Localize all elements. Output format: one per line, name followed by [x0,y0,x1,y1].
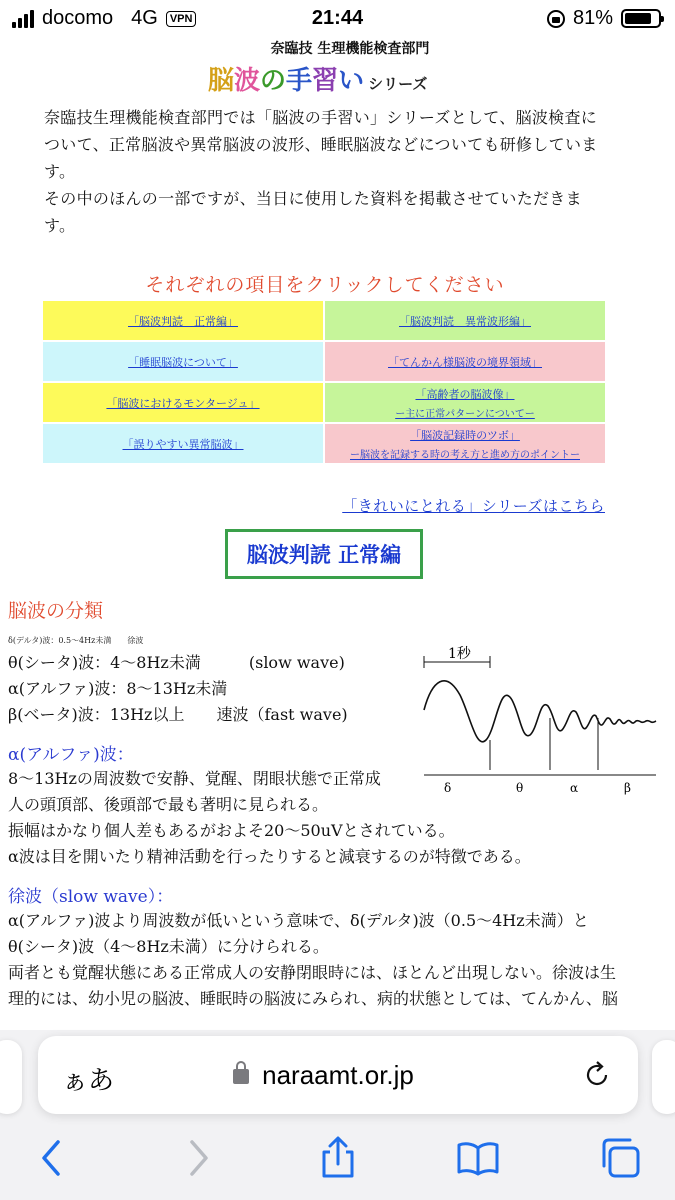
wave-classes [8,650,348,728]
brand-char: い [338,66,365,96]
menu-cell[interactable] [324,300,606,341]
menu-link[interactable]: 「脳波におけるモンタージュ」 [106,396,260,410]
next-tab-card[interactable] [652,1040,675,1114]
alpha-line: α(アルファ)波：8〜13Hz未満 [8,679,228,698]
menu-link[interactable]: 「誤りやすい異常脳波」 [122,437,244,451]
beta-line: β(ベータ)波：13Hz以上 速波（fast wave) [8,705,348,724]
menu-cell[interactable] [42,382,324,423]
slow-line: α(アルファ)波より周波数が低いという意味で、δ(デルタ)波（0.5〜4Hz未満）と [8,911,589,930]
kirei-series-link[interactable]: 「きれいにとれる」シリーズはこちら [342,497,605,515]
brand-char: 手 [286,66,313,96]
menu-sublink[interactable]: ー脳波を記録する時の考え方と進め方のポイントー [350,449,580,461]
menu-link[interactable]: 「睡眠脳波について」 [128,355,238,369]
theta-line: θ(シータ)波：4〜8Hz未満 (slow wave) [8,653,345,672]
battery-icon [621,9,661,28]
intro-paragraph: 奈臨技生理機能検査部門では「脳波の手習い」シリーズとして、脳波検査について、正常脳波や異常脳波の波形、睡眠脳波などについても研修しています。 [44,108,598,181]
brand-char: 波 [234,66,261,96]
band-label: α [570,781,579,795]
classification-heading: 脳波の分類 [8,600,104,622]
org-title: 奈臨技 生理機能検査部門 [270,41,430,57]
slow-wave-heading: 徐波（slow wave）： [8,887,174,907]
scale-label: 1秒 [448,646,471,662]
browser-toolbar [0,1136,675,1186]
orientation-lock-icon [547,10,565,28]
prev-tab-card[interactable] [0,1040,22,1114]
section-title: 脳波判読 正常編 [225,529,423,579]
brand-suffix: シリーズ [368,75,428,93]
slow-line: 両者とも覚醒状態にある正常成人の安静閉眼時には、ほとんど出現しない。徐波は生 [8,963,617,982]
menu-cell[interactable] [42,341,324,382]
alpha-line: 人の頭頂部、後頭部で最も著明に見られる。 [8,795,329,814]
carrier-label: docomo [42,7,114,29]
menu-cell[interactable] [324,341,606,382]
alpha-line: α波は目を開いたり精神活動を行ったりすると減衰するのが特徴である。 [8,847,531,866]
menu-sublink[interactable]: ー主に正常パターンについてー [395,408,535,420]
slow-line: 理的には、幼小児の脳波、睡眠時の脳波にみられ、病的状態としては、てんかん、脳 [8,989,618,1008]
menu-cell[interactable] [324,382,606,423]
bookmarks-icon[interactable] [456,1136,500,1180]
alpha-line: 振幅はかなり個人差もあるがおよそ20〜50uVとされている。 [8,821,455,840]
topic-menu [42,300,606,464]
slow-line: θ(シータ)波（4〜8Hz未満）に分けられる。 [8,937,329,956]
page-settings-button[interactable]: ぁあ [62,1065,115,1095]
status-right [547,7,661,30]
menu-cell[interactable] [42,300,324,341]
menu-instruction: それぞれの項目をクリックしてください [145,274,505,296]
reload-icon[interactable] [582,1060,612,1090]
brand-char: 脳 [208,66,235,96]
status-bar [0,0,675,40]
slow-wave-text [8,908,668,1012]
intro-text [44,104,604,239]
alpha-text [8,766,668,870]
vpn-badge: VPN [166,11,197,27]
battery-percent: 81% [572,7,613,29]
band-label: β [624,781,631,795]
band-label: θ [516,781,524,795]
forward-icon[interactable] [176,1136,220,1180]
tabs-icon[interactable] [598,1136,642,1180]
brand-char: 習 [312,66,339,96]
band-label: δ [444,781,452,795]
address-bar[interactable] [38,1036,638,1114]
alpha-heading: α(アルファ)波： [8,745,134,765]
delta-line: δ(デルタ)波：0.5〜4Hz未満 徐波 [8,636,144,645]
network-label: 4G [131,7,158,29]
menu-link[interactable]: 「高齢者の脳波像」 [415,387,515,401]
menu-cell[interactable] [42,423,324,464]
back-icon[interactable] [30,1136,74,1180]
intro-paragraph: その中のほんの一部ですが、当日に使用した資料を掲載させていただきます。 [44,189,582,235]
menu-link[interactable]: 「脳波判読 正常編」 [128,314,238,328]
menu-link[interactable]: 「脳波記録時のツボ」 [410,428,520,442]
brand-char: の [260,66,287,96]
url-domain[interactable]: naraamt.or.jp [262,1060,414,1090]
menu-cell[interactable] [324,423,606,464]
brand-title [208,60,427,97]
menu-link[interactable]: 「てんかん様脳波の境界領域」 [388,355,542,369]
menu-link[interactable]: 「脳波判読 異常波形編」 [399,314,531,328]
alpha-line: 8〜13Hzの周波数で安静、覚醒、閉眼状態で正常成 [8,769,381,788]
clock: 21:44 [311,7,364,29]
share-icon[interactable] [316,1136,360,1180]
eeg-wave [424,681,656,742]
